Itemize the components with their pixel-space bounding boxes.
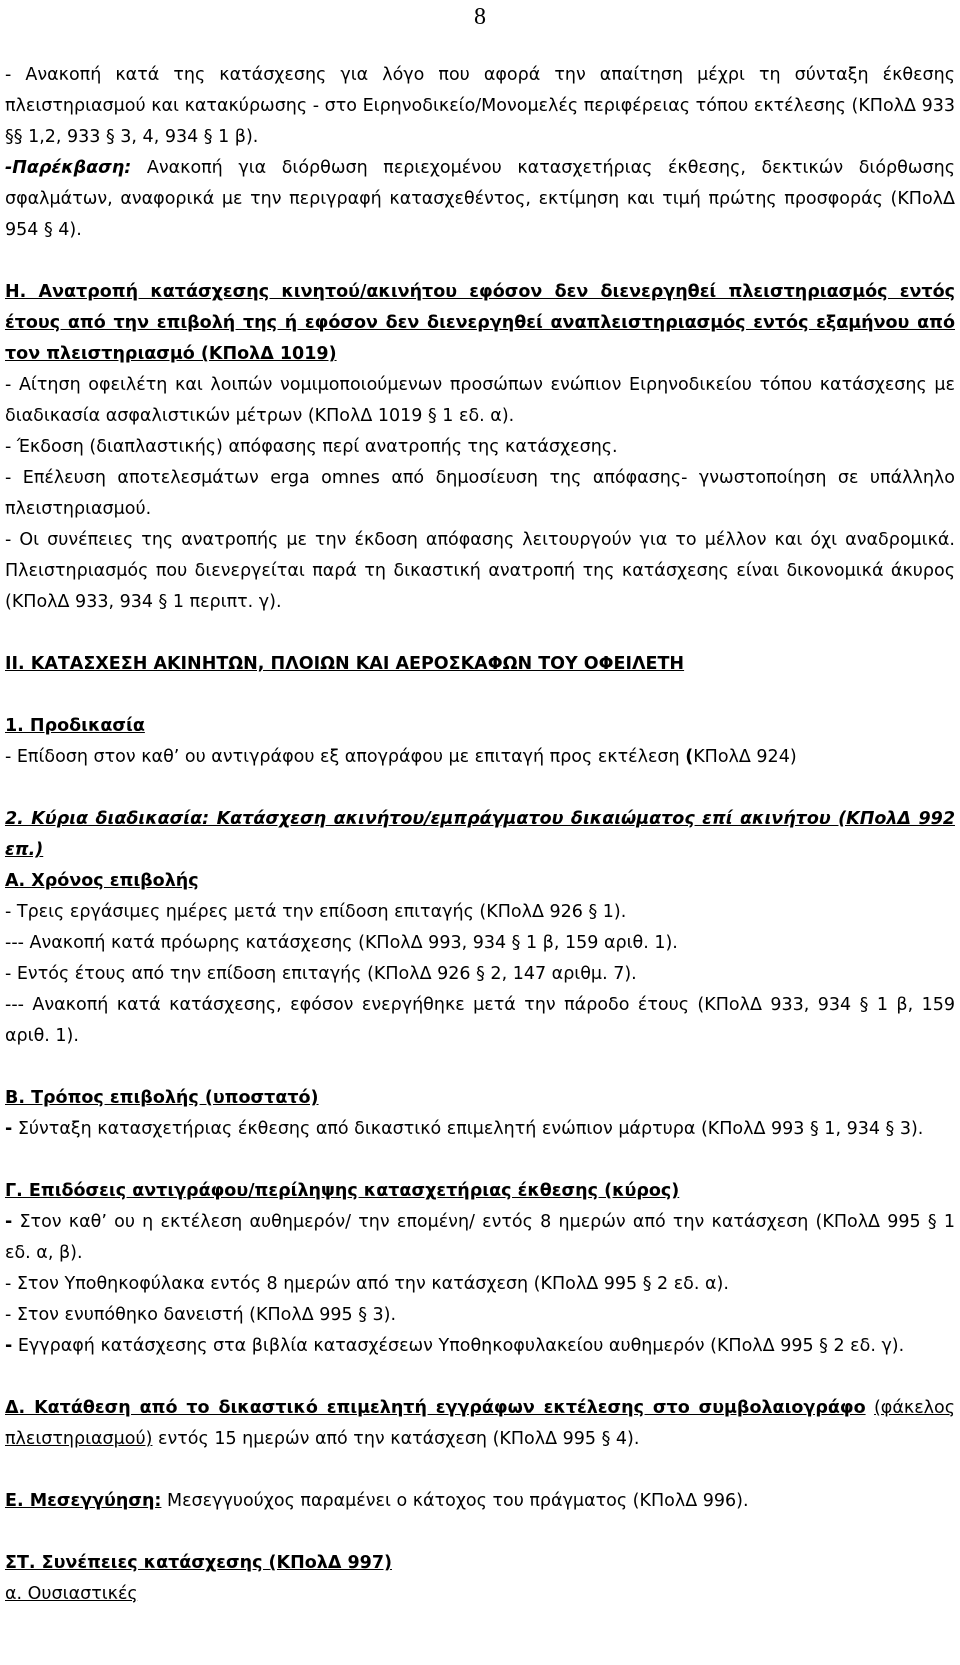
subsection-d-parenthetical: (φάκελος πλειστηριασμού) bbox=[5, 1398, 955, 1449]
document-body bbox=[5, 60, 955, 1610]
spacer bbox=[5, 246, 955, 277]
subsection-b-text bbox=[5, 1114, 955, 1145]
page-number: 8 bbox=[474, 4, 486, 30]
paragraph-opposition-claim: - Ανακοπή κατά της κατάσχεσης για λόγο που αφορά την απαίτηση μέχρι τη σύνταξη έκθεσης πλειστηριασμού και κατακύρωσης - στο Ειρηνοδικείο/Μονομελές περιφέρειας τόπου εκτέλεσης (ΚΠολΔ 933 §§ 1,2, 933 § 3, 4, 934 § 1 β). bbox=[5, 65, 955, 147]
section-h-item: - Οι συνέπειες της ανατροπής με την έκδοση απόφασης λειτουργούν για το μέλλον και όχι αναδρομικά. Πλειστηριασμός που διενεργείται παρά τη δικαστική ανατροπή της κατάσχεσης είναι δικονομικά άκυρος (ΚΠολΔ 933, 934 § 1 περιπτ. γ). bbox=[5, 530, 955, 612]
subsection-2-heading: 2. Κύρια διαδικασία: Κατάσχεση ακινήτου/εμπράγματου δικαιώματος επί ακινήτου (ΚΠολΔ 992 επ.) bbox=[5, 809, 955, 860]
subsection-e-text: Μεσεγγυούχος παραμένει ο κάτοχος του πράγματος (ΚΠολΔ 996). bbox=[161, 1491, 749, 1511]
spacer bbox=[5, 1052, 955, 1083]
section-h-item: - Επέλευση αποτελεσμάτων erga omnes από δημοσίευση της απόφασης- γνωστοποίηση σε υπάλληλο πλειστηριασμού. bbox=[5, 468, 955, 519]
subsection-1-paren: ( bbox=[685, 747, 694, 767]
spacer bbox=[5, 773, 955, 804]
spacer bbox=[5, 1517, 955, 1548]
subsection-e-heading: Ε. Μεσεγγύηση: bbox=[5, 1491, 162, 1511]
bullet-dash: - bbox=[5, 1119, 13, 1139]
subsection-a-item: --- Ανακοπή κατά πρόωρης κατάσχεσης (ΚΠολΔ 993, 934 § 1 β, 159 αριθ. 1). bbox=[5, 933, 678, 953]
subsection-a-item: - Τρεις εργάσιμες ημέρες μετά την επίδοση επιταγής (ΚΠολΔ 926 § 1). bbox=[5, 902, 627, 922]
subsection-a-item: --- Ανακοπή κατά κατάσχεσης, εφόσον ενεργήθηκε μετά την πάροδο έτους (ΚΠολΔ 933, 934 § 1 β, 159 αριθ. 1). bbox=[5, 995, 955, 1046]
subsection-a-item: - Εντός έτους από την επίδοση επιταγής (ΚΠολΔ 926 § 2, 147 αριθμ. 7). bbox=[5, 964, 637, 984]
subsection-b-body: Σύνταξη κατασχετήριας έκθεσης από δικαστικό επιμελητή ενώπιον μάρτυρα (ΚΠολΔ 993 § 1, 934 § 3). bbox=[12, 1119, 924, 1139]
subsection-st-heading: ΣΤ. Συνέπειες κατάσχεσης (ΚΠολΔ 997) bbox=[5, 1553, 392, 1573]
paragraph-digression bbox=[5, 153, 955, 246]
subsection-1-citation: ΚΠολΔ 924) bbox=[693, 747, 797, 767]
bullet-dash: - bbox=[5, 1212, 13, 1232]
section-h-item: - Έκδοση (διαπλαστικής) απόφασης περί ανατροπής της κατάσχεσης. bbox=[5, 437, 618, 457]
spacer bbox=[5, 1455, 955, 1486]
subsection-st-sub: α. Ουσιαστικές bbox=[5, 1584, 138, 1604]
subsection-g-item-text: Εγγραφή κατάσχεσης στα βιβλία κατασχέσεων Υποθηκοφυλακείου αυθημερόν (ΚΠολΔ 995 § 2 εδ. γ). bbox=[12, 1336, 905, 1356]
subsection-e bbox=[5, 1486, 955, 1517]
subsection-g-item bbox=[5, 1331, 955, 1362]
subsection-g-item: - Στον Υποθηκοφύλακα εντός 8 ημερών από την κατάσχεση (ΚΠολΔ 995 § 2 εδ. α). bbox=[5, 1274, 729, 1294]
subsection-1-text-main: - Επίδοση στον καθ’ ου αντιγράφου εξ απογράφου με επιταγή προς εκτέλεση bbox=[5, 747, 686, 767]
subsection-1-heading: 1. Προδικασία bbox=[5, 716, 145, 736]
subsection-g-heading: Γ. Επιδόσεις αντιγράφου/περίληψης κατασχετήριας έκθεσης (κύρος) bbox=[5, 1181, 680, 1201]
spacer bbox=[5, 680, 955, 711]
digression-text: Ανακοπή για διόρθωση περιεχομένου κατασχετήριας έκθεσης, δεκτικών διόρθωσης σφαλμάτων, αναφορικά με την περιγραφή κατασχεθέντος, εκτίμηση και τιμή πρώτης προσφοράς (ΚΠολΔ 954 § 4). bbox=[5, 158, 955, 240]
section-ii-heading: ΙΙ. ΚΑΤΑΣΧΕΣΗ ΑΚΙΝΗΤΩΝ, ΠΛΟΙΩΝ ΚΑΙ ΑΕΡΟΣΚΑΦΩΝ ΤΟΥ ΟΦΕΙΛΕΤΗ bbox=[5, 654, 685, 674]
subsection-g-item-text: Στον καθ’ ου η εκτέλεση αυθημερόν/ την επομένη/ εντός 8 ημερών από την κατάσχεση (ΚΠολΔ 995 § 1 εδ. α, β). bbox=[5, 1212, 955, 1263]
bullet-dash: - bbox=[5, 1336, 13, 1356]
spacer bbox=[5, 618, 955, 649]
subsection-d bbox=[5, 1393, 955, 1455]
spacer bbox=[5, 1145, 955, 1176]
subsection-g-item: - Στον ενυπόθηκο δανειστή (ΚΠολΔ 995 § 3). bbox=[5, 1305, 397, 1325]
subsection-b-heading: Β. Τρόπος επιβολής (υποστατό) bbox=[5, 1088, 319, 1108]
subsection-d-text: εντός 15 ημερών από την κατάσχεση (ΚΠολΔ 995 § 4). bbox=[152, 1429, 640, 1449]
digression-label: -Παρέκβαση: bbox=[5, 158, 132, 178]
spacer bbox=[5, 1362, 955, 1393]
subsection-g-item bbox=[5, 1207, 955, 1269]
section-h-item: - Αίτηση οφειλέτη και λοιπών νομιμοποιούμενων προσώπων ενώπιον Ειρηνοδικείου τόπου κατάσχεσης με διαδικασία ασφαλιστικών μέτρων (ΚΠολΔ 1019 § 1 εδ. α). bbox=[5, 375, 955, 426]
section-h-heading: Η. Ανατροπή κατάσχεσης κινητού/ακινήτου εφόσον δεν διενεργηθεί πλειστηριασμός εντός έτους από την επιβολή της ή εφόσον δεν διενεργηθεί αναπλειστηριασμός εντός εξαμήνου από τον πλειστηριασμό (ΚΠολΔ 1019) bbox=[5, 282, 955, 364]
subsection-a-heading: Α. Χρόνος επιβολής bbox=[5, 871, 199, 891]
subsection-d-heading: Δ. Κατάθεση από το δικαστικό επιμελητή εγγράφων εκτέλεσης στο συμβολαιογράφο bbox=[5, 1398, 866, 1418]
subsection-1-text bbox=[5, 742, 955, 773]
